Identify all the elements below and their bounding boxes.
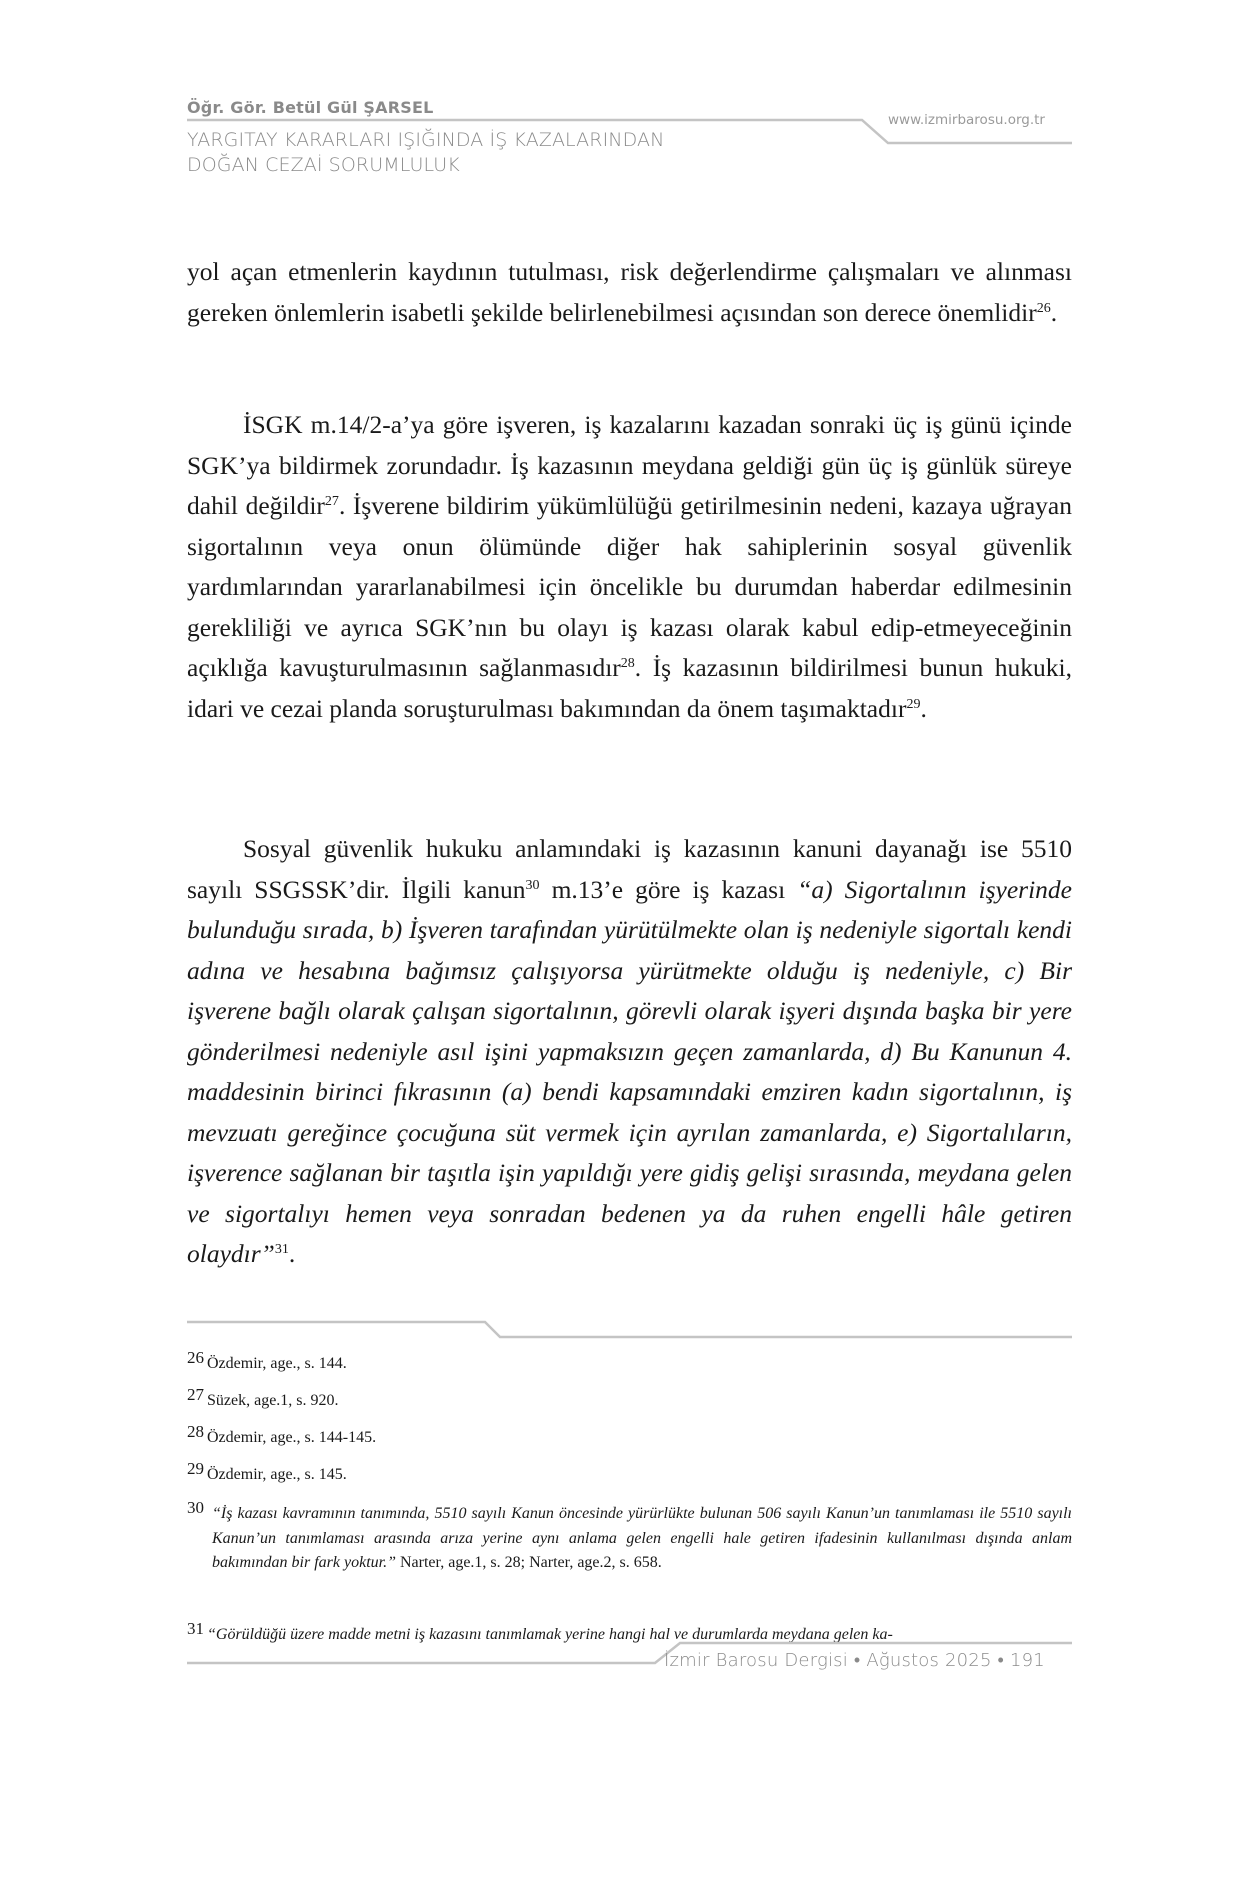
footnote-29: 29 Özdemir, age., s. 145. [187,1459,347,1483]
law-quote: “a) Sigortalının işyerinde bulunduğu sırada, b) İşveren tarafından yürütülmekte olan iş nedeniyle sigortalı kendi adına ve hesabına bağımsız çalışıyorsa yürütmekte olduğu iş nedeniyle, c) Bir işverene bağlı olarak çalışan sigortalının, görevli olarak işyeri dışında başka bir yere gönderilmesi nedeniyle asıl işini yapmaksızın geçen zamanlarda, d) Bu Kanunun 4. maddesinin birinci fıkrasının (a) bendi kapsamındaki emziren kadın sigortalının, iş mevzuatı gereğince çocuğuna süt vermek için ayrılan zamanlarda, e) Sigortalıların, işverence sağlanan bir taşıtla işin yapıldığı yere gidiş gelişi sırasında, meydana gelen ve sigortalıyı hemen veya sonradan bedenen ya da ruhen engelli hâle getiren olaydır” [187,874,1072,1268]
article-title-line-1: YARGITAY KARARLARI IŞIĞINDA İŞ KAZALARINDAN [187,129,665,151]
page-number: 191 [1009,1650,1045,1671]
footnote-26: 26 Özdemir, age., s. 144. [187,1348,347,1372]
paragraph-1: yol açan etmenlerin kaydının tutulması, risk değerlendirme çalışmaları ve alınması gereken önlemlerin isabetli şekilde belirlenebilmesi açısından son derece önemlidir$^{26}$. [187,257,1072,327]
footnote-27: 27 Süzek, age.1, s. 920. [187,1385,339,1409]
bullet-separator: • [853,1650,861,1671]
website-link[interactable]: www.izmirbarosu.org.tr [888,112,1045,128]
footnote-ref-28[interactable]: 28 [620,655,635,671]
page-footer [664,1650,1045,1671]
issue-date: Ağustos 2025 [866,1650,992,1671]
footnote-ref-29[interactable]: 29 [906,696,921,712]
journal-name: İzmir Barosu Dergisi [664,1650,848,1671]
footnote-ref-30[interactable]: 30 [525,877,540,893]
body-text [187,829,1072,1275]
paragraph-3: Sosyal güvenlik hukuku anlamındaki iş kazasının kanuni dayanağı ise 5510 sayılı SSGSSK’dir. İlgili kanun$^{30}$ m.13’e göre iş kazası “a) Sigortalının işyerinde bulunduğu sırada, b) İşveren tarafından yürütülmekte olan iş nedeniyle sigortalı kendi adına ve hesabına bağımsız çalışıyorsa yürütmekte olduğu iş nedeniyle, c) Bir işverene bağlı olarak çalışan sigortalının, görevli olarak işyeri dışında başka bir yere gönderilmesi nedeniyle asıl işini yapmaksızın geçen zamanlarda, d) Bu Kanunun 4. maddesinin birinci fıkrasının (a) bendi kapsamındaki emziren kadın sigortalının, iş mevzuatı gereğince çocuğuna süt vermek için ayrılan zamanlarda, e) Sigortalıların, işverence sağlanan bir taşıtla işin yapıldığı yere gidiş gelişi sırasında, meydana gelen ve sigortalıyı hemen veya sonradan bedenen ya da ruhen engelli hâle getiren olaydır”$^{31}$. [187,834,1072,1268]
footnote-28: 28 Özdemir, age., s. 144-145. [187,1422,377,1446]
footnote-ref-31[interactable]: 31 [274,1241,289,1257]
paragraph-2: İSGK m.14/2-a’ya göre işveren, iş kazalarını kazadan sonraki üç iş günü içinde SGK’ya bildirmek zorundadır. İş kazasının meydana geldiği gün üç iş günlük süreye dahil değildir$^{27}$. İşverene bildirim yükümlülüğü getirilmesinin nedeni, kazaya uğrayan sigortalının veya onun ölümünde diğer hak sahiplerinin sosyal güvenlik yardımlarından yararlanabilmesi için öncelikle bu durumdan haberdar edilmesinin gerekliliği ve ayrıca SGK’nın bu olayı iş kazası olarak kabul edip-etmeyeceğinin açıklığa kavuşturulmasının sağlanmasıdır$^{28}$. İş kazasının bildirilmesi bunun hukuki, idari ve cezai planda soruşturulması bakımından da önem taşımaktadır$^{29}$. [187,410,1072,723]
body-text [187,405,1072,729]
article-title-line-2: DOĞAN CEZAİ SORUMLULUK [187,154,460,176]
article-title [187,128,664,178]
footnote-ref-26[interactable]: 26 [1036,300,1051,316]
bullet-separator: • [997,1650,1005,1671]
author-name: Öğr. Gör. Betül Gül ŞARSEL [187,98,434,117]
footnote-31: 31 “Görüldüğü üzere madde metni iş kazasını tanımlamak yerine hangi hal ve durumlarda meydana gelen ka- [187,1619,893,1643]
footnote-ref-27[interactable]: 27 [324,493,339,509]
footnote-30: 30 “İş kazası kavramının tanımında, 5510 sayılı Kanun öncesinde yürürlükte bulunan 506 sayılı Kanun’un tanımlaması ile 5510 sayılı Kanun’un tanımlaması arasında arıza yerine aynı anlama gelen engelli hale getiren ifadesinin kullanılması dışında anlam bakımından bir fark yoktur.” Narter, age.1, s. 28; Narter, age.2, s. 658. [187,1498,1072,1571]
body-text [187,252,1072,333]
